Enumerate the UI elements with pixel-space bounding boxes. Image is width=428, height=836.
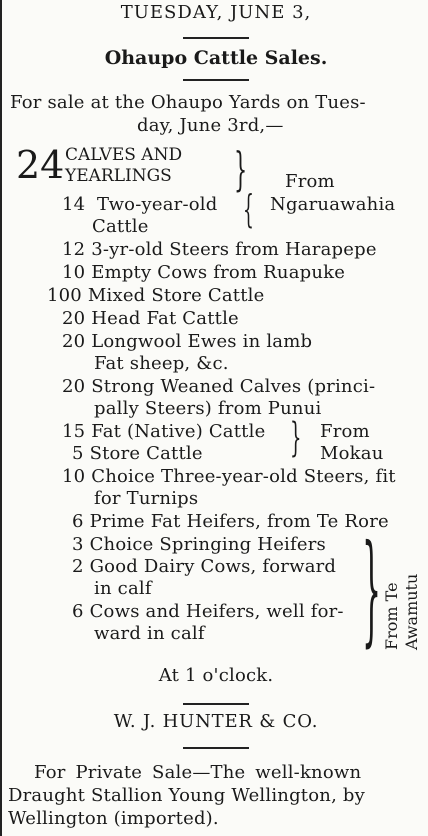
lot-line-4: 10 Empty Cows from Ruapuke [62, 262, 346, 283]
lot-calves-line1: CALVES AND [65, 145, 183, 165]
private-sale-line-1: For Private Sale—The well-known [34, 762, 362, 783]
lot-qty-14: 14 [62, 194, 86, 215]
lot-line-5: 100 Mixed Store Cattle [47, 285, 265, 306]
brace-3: } [362, 520, 382, 659]
private-sale-line-3: Wellington (imported). [8, 808, 219, 829]
intro-line-1: For sale at the Ohaupo Yards on Tues- [10, 92, 366, 113]
lot-two-year-old: Two-year-old [97, 194, 218, 215]
lot-line-3: 12 3-yr-old Steers from Harapepe [62, 239, 377, 260]
lot-line-15: 6 Cows and Heifers, well for- [72, 601, 344, 622]
lot-line-8: 20 Strong Weaned Calves (princi- [62, 376, 376, 397]
lot-line-6: 20 Head Fat Cattle [62, 308, 239, 329]
lot-line-9: 15 Fat (Native) Cattle [62, 421, 266, 442]
rule-1 [183, 37, 249, 39]
brace-1: } [234, 142, 248, 196]
lot-line-10: 5 Store Cattle [72, 443, 203, 464]
private-sale-line-2: Draught Stallion Young Wellington, by [8, 785, 366, 806]
lot-calves-line2: YEARLINGS [65, 166, 172, 186]
rule-2 [183, 79, 249, 81]
lot-line-11b: for Turnips [94, 488, 199, 509]
lot-line-14: 2 Good Dairy Cows, forward [72, 556, 337, 577]
ad-title: Ohaupo Cattle Sales. [104, 47, 328, 69]
lot-line-7b: Fat sheep, &c. [94, 353, 229, 374]
from-3-line2: Awamutu [402, 573, 421, 650]
from-2-line2: Mokau [320, 443, 384, 464]
auctioneer-name: W. J. HUNTER & CO. [113, 711, 319, 732]
sale-time: At 1 o'clock. [158, 665, 274, 686]
lot-line-11: 10 Choice Three-year-old Steers, fit [62, 466, 396, 487]
from-3-line1: From Te [382, 582, 401, 650]
date-header: TUESDAY, JUNE 3, [120, 2, 312, 23]
from-2-line1: From [320, 421, 370, 442]
from-1-line2: Ngaruawahia [270, 194, 396, 215]
lot-line-13: 3 Choice Springing Heifers [72, 534, 326, 555]
lot-line-12: 6 Prime Fat Heifers, from Te Rore [72, 511, 389, 532]
brace-2: } [290, 415, 302, 461]
lot-cattle: Cattle [92, 216, 149, 237]
lot-qty-24: 24 [16, 143, 65, 187]
lot-line-15b: ward in calf [94, 623, 205, 644]
intro-line-2: day, June 3rd,— [137, 115, 284, 136]
brace-1b: { [243, 187, 254, 231]
rule-4 [183, 747, 249, 749]
lot-line-14b: in calf [94, 578, 152, 599]
from-1-line1: From [285, 171, 335, 192]
lot-line-8b: pally Steers) from Punui [94, 398, 322, 419]
rule-3 [183, 703, 249, 705]
lot-line-7: 20 Longwool Ewes in lamb [62, 331, 313, 352]
